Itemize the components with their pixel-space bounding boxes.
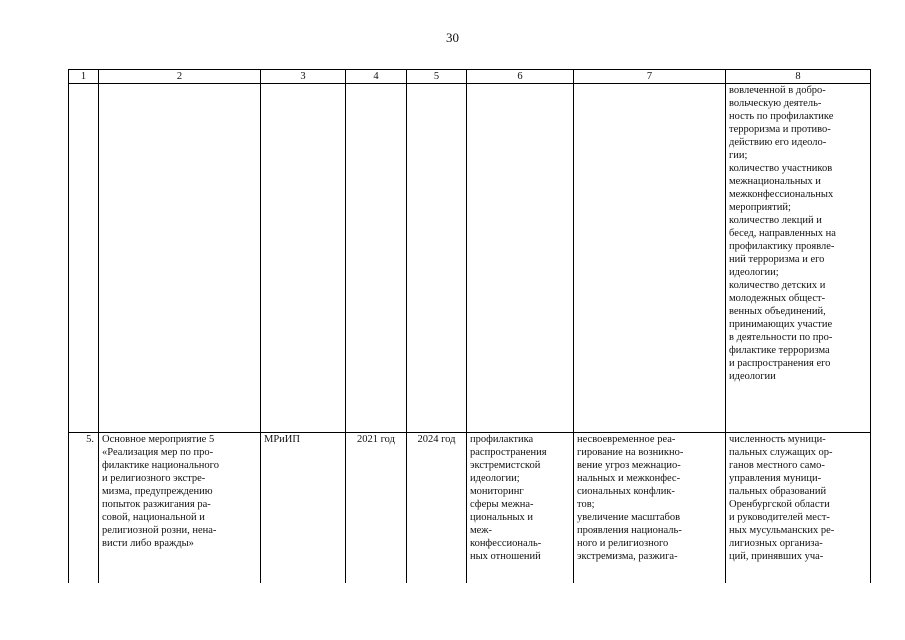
table-row-continuation <box>69 84 871 433</box>
cell-row5-consequences: несвоевременное реа- гирование на возникно- вение угроз межнацио- нальных и межконфес- сиональных конфлик- тов; увеличение масштабов проявления националь- ного и религиозного экстремизма, разжига- <box>574 433 726 584</box>
cell-row5-indicators: численность муници- пальных служащих ор- ганов местного само- управления муници- пальных образований Оренбургской области и руководителей мест- ных мусульманских ре- лигиозных организа- ций, принявших уча- <box>726 433 871 584</box>
header-col-5: 5 <box>407 70 467 84</box>
cell-cont-col5 <box>407 84 467 433</box>
header-col-3: 3 <box>261 70 346 84</box>
program-table-grid <box>68 69 871 584</box>
page-number: 30 <box>446 30 459 45</box>
table-header-row <box>69 70 871 84</box>
cell-cont-col2 <box>99 84 261 433</box>
cell-cont-col7 <box>574 84 726 433</box>
cell-cont-col4 <box>346 84 407 433</box>
cell-cont-col1 <box>69 84 99 433</box>
cell-row5-activity: Основное мероприятие 5 «Реализация мер по про- филактике национального и религиозного экстре- мизма, предупреждению попыток разжигания ра- совой, национальной и религиозной розни, нена- висти либо вражды» <box>99 433 261 584</box>
header-col-1: 1 <box>69 70 99 84</box>
header-col-6: 6 <box>467 70 574 84</box>
cell-cont-col6 <box>467 84 574 433</box>
cell-cont-col3 <box>261 84 346 433</box>
cell-row5-number: 5. <box>69 433 99 584</box>
cell-cont-indicators: вовлеченной в добро- вольческую деятель- ность по профилактике терроризма и противо- действию его идеоло- гии; количество участников межнациональных и межконфессиональных мероприятий; количество лекций и бесед, направленных на профилактику проявле- ний терроризма и его идеологии; количество детских и молодежных общест- венных объединений, принимающих участие в деятельности по про- филактике терроризма и распространения его идеологии <box>726 84 871 433</box>
program-table <box>68 69 870 584</box>
header-col-7: 7 <box>574 70 726 84</box>
page-bottom-margin <box>68 583 871 640</box>
cell-row5-end-year: 2024 год <box>407 433 467 584</box>
header-col-4: 4 <box>346 70 407 84</box>
cell-row5-start-year: 2021 год <box>346 433 407 584</box>
cell-row5-executor: МРиИП <box>261 433 346 584</box>
header-col-8: 8 <box>726 70 871 84</box>
cell-row5-result: профилактика распространения экстремистской идеологии; мониторинг сферы межна- циональных и меж- конфессиональ- ных отношений <box>467 433 574 584</box>
table-row-5 <box>69 433 871 584</box>
header-col-2: 2 <box>99 70 261 84</box>
